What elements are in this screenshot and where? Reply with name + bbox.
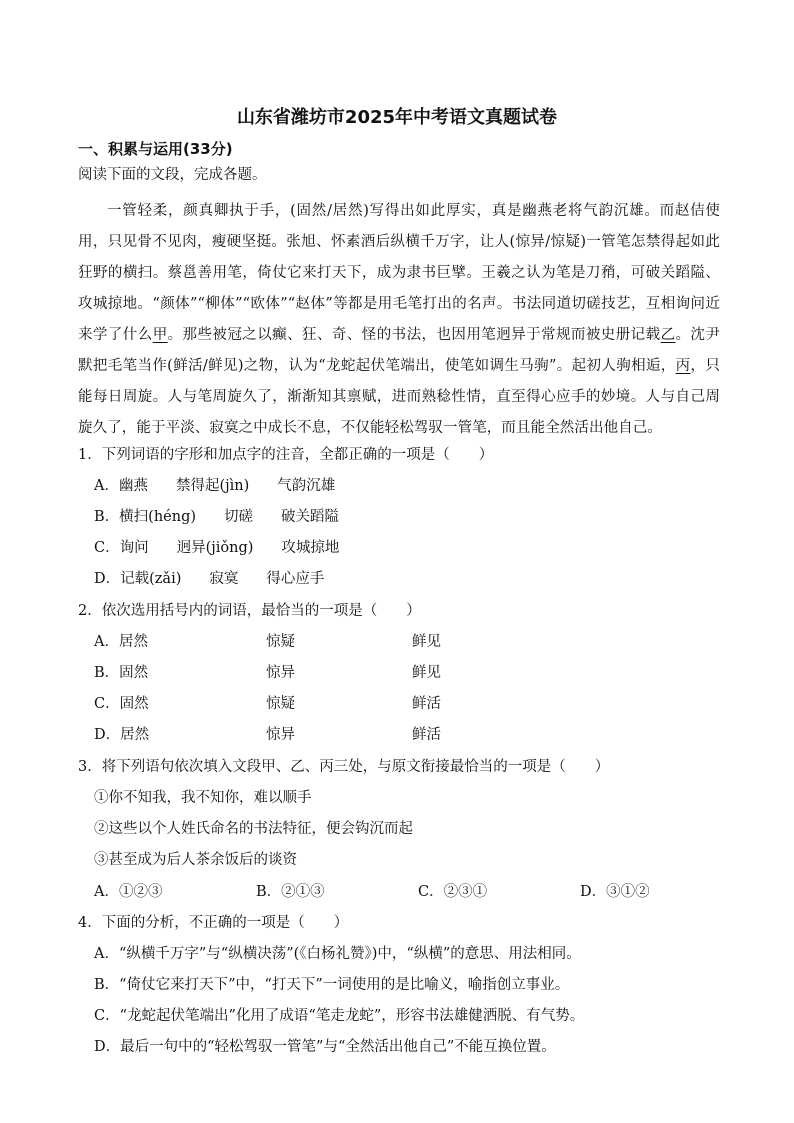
option-word: 惊疑 — [266, 696, 295, 712]
blank-marker-jia: 甲 — [152, 327, 168, 343]
question-3-option-b[interactable] — [256, 881, 325, 903]
option-word: 禁得起(jìn) — [175, 478, 250, 494]
passage-text-4: ，只能每日周旋。人与笔周旋久了，渐渐知其禀赋，进而熟稔性情，直至得心应手的妙境。人与自己周旋久了，能于平淡、寂寞之中成长不息，不仅能轻松驾驭一管笔，而且能全然活出他自己。 — [78, 358, 720, 436]
option-label: C． — [94, 696, 120, 712]
option-word: 鲜活 — [412, 727, 441, 743]
question-3-stem: 3．将下列语句依次填入文段甲、乙、丙三处，与原文衔接最恰当的一项是（ ） — [78, 759, 610, 775]
question-4-option-b[interactable]: B．“倚仗它来打天下”中，“打天下”一词使用的是比喻义，喻指创立事业。 — [94, 977, 570, 993]
question-1-option-a[interactable] — [94, 475, 335, 497]
question-4-option-c[interactable]: C．“龙蛇起伏笔端出”化用了成语“笔走龙蛇”，形容书法雄健洒脱、有气势。 — [94, 1008, 585, 1024]
question-3-option-a[interactable] — [94, 881, 162, 903]
exam-title: 山东省潍坊市2025年中考语文真题试卷 — [236, 107, 558, 128]
option-label: D． — [94, 571, 121, 587]
section-heading: 一、积累与运用(33分) — [78, 140, 233, 158]
option-word: 攻城掠地 — [281, 540, 340, 556]
question-3-sentence-3: ③甚至成为后人茶余饭后的谈资 — [94, 852, 297, 868]
option-label: D． — [94, 727, 121, 743]
question-3-sentence-2: ②这些以个人姓氏命名的书法特征，便会钩沉而起 — [94, 821, 413, 837]
option-word: 询问 — [119, 540, 149, 556]
option-word: 惊异 — [266, 727, 295, 743]
option-label: A． — [94, 478, 119, 494]
question-3-option-c[interactable] — [418, 881, 487, 903]
question-3-option-d[interactable] — [580, 881, 650, 903]
option-word: 记载(zǎi) — [120, 571, 182, 587]
reading-passage — [78, 196, 720, 444]
option-word: 居然 — [120, 727, 150, 743]
option-word: 幽燕 — [118, 478, 148, 494]
option-value: ②①③ — [281, 884, 325, 900]
option-word: 居然 — [118, 634, 148, 650]
option-word: 气韵沉雄 — [277, 478, 336, 494]
option-word: 固然 — [119, 665, 149, 681]
reading-instruction: 阅读下面的文段，完成各题。 — [78, 167, 267, 183]
option-value: ③①② — [606, 884, 650, 900]
option-word: 鲜活 — [412, 696, 441, 712]
question-1-option-c[interactable] — [94, 537, 339, 559]
question-4-option-a[interactable]: A．“纵横千万字”与“纵横决荡”(《白杨礼赞》)中，“纵横”的意思、用法相同。 — [94, 946, 581, 962]
option-word: 破关蹈隘 — [281, 509, 340, 525]
passage-text-3: 。沈尹默把毛笔当作(鲜活/鲜见)之物，认为“龙蛇起伏笔端出，使笔如调生马驹”。起初人驹相逅， — [78, 327, 720, 374]
option-word: 惊疑 — [266, 634, 295, 650]
question-3-sentence-1: ①你不知我，我不知你，难以顺手 — [94, 790, 312, 806]
question-2-option-a[interactable] — [94, 631, 148, 653]
option-word: 得心应手 — [266, 571, 325, 587]
option-value: ②③① — [443, 884, 488, 900]
option-label: A． — [94, 634, 119, 650]
option-label: B． — [94, 509, 120, 525]
question-4-stem: 4．下面的分析，不正确的一项是（ ） — [78, 915, 349, 931]
passage-text-2: 。那些被冠之以癫、狂、奇、怪的书法，也因用笔迥异于常规而被史册记载 — [167, 327, 661, 343]
option-label: B． — [94, 665, 120, 681]
option-word: 惊异 — [266, 665, 295, 681]
option-word: 鲜见 — [412, 634, 441, 650]
option-label: B． — [256, 884, 282, 900]
question-2-option-b[interactable] — [94, 662, 148, 684]
option-value: ①②③ — [118, 884, 163, 900]
blank-marker-bing: 丙 — [675, 358, 691, 374]
question-4-option-d[interactable]: D．最后一句中的“轻松驾驭一管笔”与“全然活出他自己”不能互换位置。 — [94, 1039, 556, 1055]
option-label: C． — [94, 540, 120, 556]
option-word: 寂寞 — [209, 571, 239, 587]
option-word: 切磋 — [224, 509, 254, 525]
option-word: 迥异(jiǒng) — [176, 540, 254, 556]
option-word: 横扫(héng) — [119, 509, 197, 525]
blank-marker-yi: 乙 — [660, 327, 676, 343]
option-word: 固然 — [119, 696, 149, 712]
passage-text-1: 一管轻柔，颜真卿执于手，(固然/居然)写得出如此厚实，真是幽燕老将气韵沉雄。而赵佶使用，只见骨不见肉，瘦硬坚挺。张旭、怀素酒后纵横千万字，让人(惊异/惊疑)一管笔怎禁得起如此狂野的横扫。蔡邕善用笔，倚仗它来打天下，成为隶书巨擘。王羲之认为笔是刀矟，可破关蹈隘、攻城掠地。“颜体”“柳体”“欧体”“赵体”等都是用毛笔打出的名声。书法同道切磋技艺，互相询问近来学了什么 — [78, 203, 720, 343]
option-word: 鲜见 — [412, 665, 441, 681]
option-label: A． — [94, 884, 119, 900]
option-label: C． — [418, 884, 444, 900]
question-1-option-b[interactable] — [94, 506, 339, 528]
question-2-option-c[interactable] — [94, 693, 149, 715]
question-2-option-d[interactable] — [94, 724, 149, 746]
option-label: D． — [580, 884, 607, 900]
question-1-option-d[interactable] — [94, 568, 324, 590]
question-2-stem: 2．依次选用括号内的词语，最恰当的一项是（ ） — [78, 603, 421, 619]
question-1-stem: 1．下列词语的字形和加点字的注音，全都正确的一项是（ ） — [78, 447, 494, 463]
